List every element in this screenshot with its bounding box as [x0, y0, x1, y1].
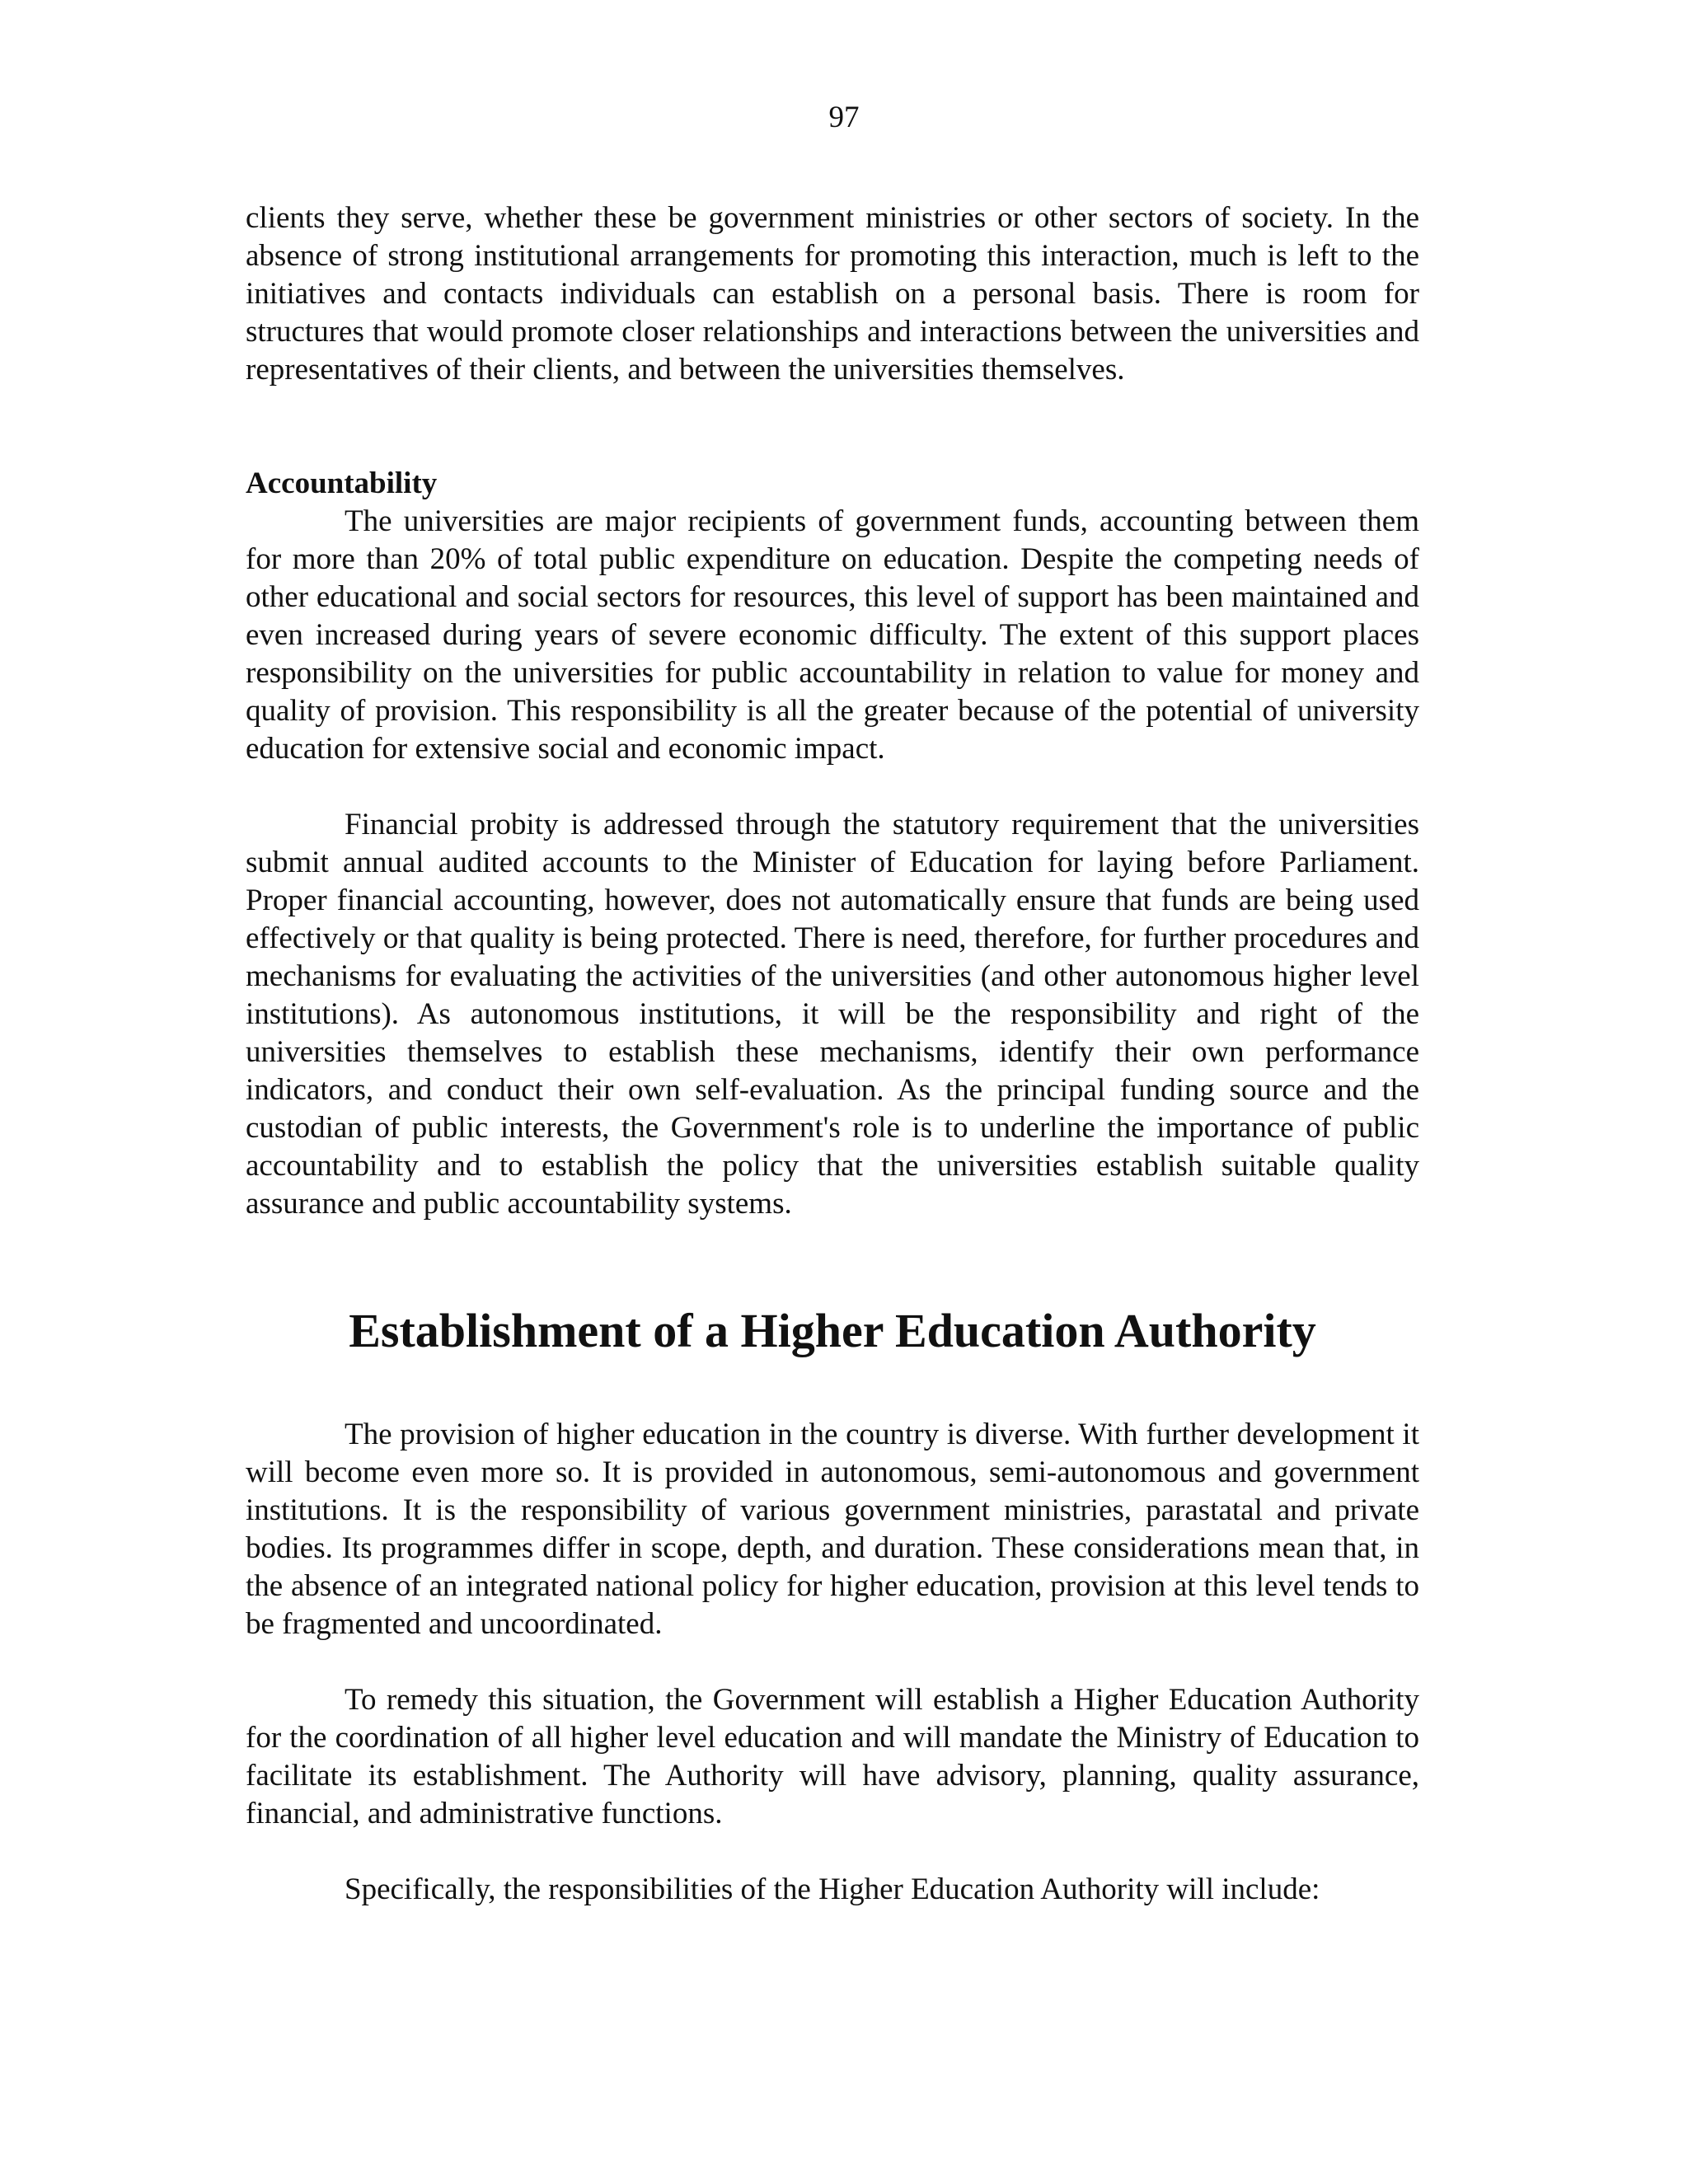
paragraph-financial-probity: Financial probity is addressed through the statutory requirement that the universities submit annual audited accounts to the Minister of Education for laying before Parliament. Proper financial accounting, however, does not automatically ensure that funds are being used effectively or that quality is being protected. There is need, therefore, for further procedures and mechanisms for evaluating the activities of the universities (and other autonomous higher level institutions). As autonomous institutions, it will be the responsibility and right of the universities themselves to establish these mechanisms, identify their own performance indicators, and conduct their own self-evaluation. As the principal funding source and the custodian of public interests, the Government's role is to underline the importance of public accountability and to establish the policy that the universities establish suitable quality assurance and public accountability systems.: [246, 808, 1419, 1221]
page-content: [246, 199, 1419, 1909]
paragraph-responsibilities: Specifically, the responsibilities of the Higher Education Authority will include:: [345, 1872, 1320, 1906]
section-title: Establishment of a Higher Education Authority: [349, 1304, 1316, 1357]
paragraph-clients: clients they serve, whether these be government ministries or other sectors of society. In the absence of strong institutional arrangements for promoting this interaction, much is left to the initiatives and contacts individuals can establish on a personal basis. There is room for structures that would promote closer relationships and interactions between the universities and representatives of their clients, and between the universities themselves.: [246, 201, 1419, 387]
page-number: 97: [828, 101, 860, 134]
paragraph-remedy: To remedy this situation, the Government will establish a Higher Education Authority for the coordination of all higher level education and will mandate the Ministry of Education to facilitate its establishment. The Authority will have advisory, planning, quality assurance, financial, and administrative functions.: [246, 1683, 1419, 1830]
paragraph-provision: The provision of higher education in the country is diverse. With further development it will become even more so. It is provided in autonomous, semi-autonomous and government institutions. It is the responsibility of various government ministries, parastatal and private bodies. Its programmes differ in scope, depth, and duration. These considerations mean that, in the absence of an integrated national policy for higher education, provision at this level tends to be fragmented and uncoordinated.: [246, 1418, 1419, 1641]
accountability-heading: Accountability: [246, 466, 438, 500]
paragraph-accountability: The universities are major recipients of government funds, accounting between them for more than 20% of total public expenditure on education. Despite the competing needs of other educational and social sectors for resources, this level of support has been maintained and even increased during years of severe economic difficulty. The extent of this support places responsibility on the universities for public accountability in relation to value for money and quality of provision. This responsibility is all the greater because of the potential of university education for extensive social and economic impact.: [246, 504, 1419, 766]
